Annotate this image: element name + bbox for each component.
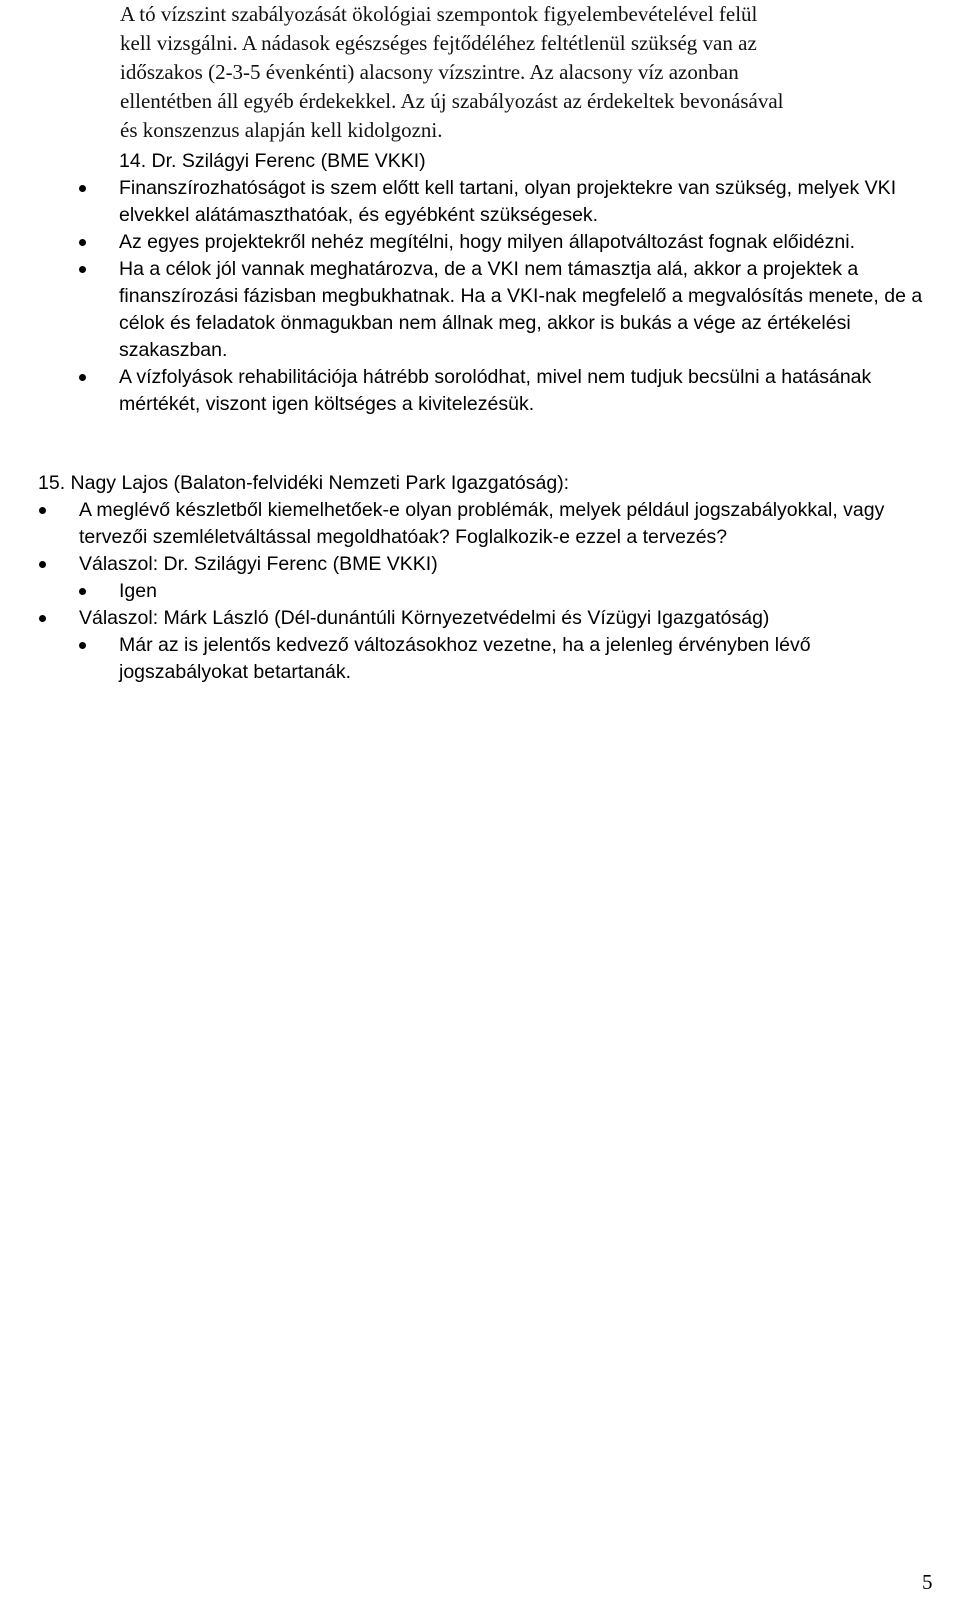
intro-line: A tó vízszint szabályozását ökológiai szempontok figyelembevételével felül (120, 2, 758, 26)
bullet-icon (79, 266, 86, 273)
bullet-icon (39, 561, 46, 568)
sub-list-item-text: Igen (119, 580, 157, 602)
sub-list-item-text: Már az is jelentős kedvező változásokhoz vezetne, ha a jelenleg érvényben lévő jogszabályokat betartanák. (119, 634, 811, 683)
intro-line: időszakos (2-3-5 évenkénti) alacsony vízszintre. Az alacsony víz azonban (120, 60, 739, 84)
sub-list-item (119, 632, 939, 686)
list-item (119, 364, 939, 418)
bullet-icon (79, 239, 86, 246)
sub-list (79, 632, 939, 686)
list-item (119, 229, 939, 256)
page-number: 5 (922, 1570, 933, 1594)
intro-line: ellentétben áll egyéb érdekekkel. Az új szabályozást az érdekeltek bevonásával (120, 89, 784, 113)
list-item (79, 551, 939, 605)
section-15-list (79, 497, 939, 686)
list-item (119, 256, 939, 364)
intro-paragraph (120, 0, 940, 145)
section-15-heading: 15. Nagy Lajos (Balaton-felvidéki Nemzeti Park Igazgatóság): (38, 472, 570, 494)
list-item-text: A vízfolyások rehabilitációja hátrébb sorolódhat, mivel nem tudjuk becsülni a hatásának mértékét, viszont igen költséges a kivitelezésük. (119, 366, 872, 415)
sub-list (79, 578, 939, 605)
section-14-heading: 14. Dr. Szilágyi Ferenc (BME VKKI) (119, 150, 426, 172)
list-item (79, 605, 939, 686)
list-item-text: Válaszol: Márk László (Dél-dunántúli Környezetvédelmi és Vízügyi Igazgatóság) (79, 607, 770, 629)
list-item (79, 497, 939, 551)
list-item-text: Az egyes projektekről nehéz megítélni, hogy milyen állapotváltozást fognak előidézni. (119, 231, 856, 253)
bullet-icon (79, 374, 86, 381)
list-item-text: Ha a célok jól vannak meghatározva, de a VKI nem támasztja alá, akkor a projektek a finanszírozási fázisban megbukhatnak. Ha a VKI-nak megfelelő a megvalósítás menete, de a célok és feladatok önmagukban nem állnak meg, akkor is bukás a vége az értékelési szakaszban. (119, 258, 923, 361)
bullet-icon (79, 642, 86, 649)
section-14-list (119, 175, 939, 418)
list-item (119, 175, 939, 229)
intro-line: és konszenzus alapján kell kidolgozni. (120, 118, 443, 142)
bullet-icon (39, 507, 46, 514)
list-item-text: A meglévő készletből kiemelhetőek-e olyan problémák, melyek például jogszabályokkal, vagy tervezői szemléletváltással megoldhatóak? Foglalkozik-e ezzel a tervezés? (79, 499, 885, 548)
list-item-text: Finanszírozhatóságot is szem előtt kell tartani, olyan projektekre van szükség, melyek VKI elvekkel alátámaszthatóak, és egyébként szükségesek. (119, 177, 897, 226)
bullet-icon (39, 615, 46, 622)
bullet-icon (79, 588, 86, 595)
sub-list-item (119, 578, 939, 605)
intro-line: kell vizsgálni. A nádasok egészséges fejtődéléhez feltétlenül szükség van az (120, 31, 757, 55)
list-item-text: Válaszol: Dr. Szilágyi Ferenc (BME VKKI) (79, 553, 438, 575)
bullet-icon (79, 185, 86, 192)
